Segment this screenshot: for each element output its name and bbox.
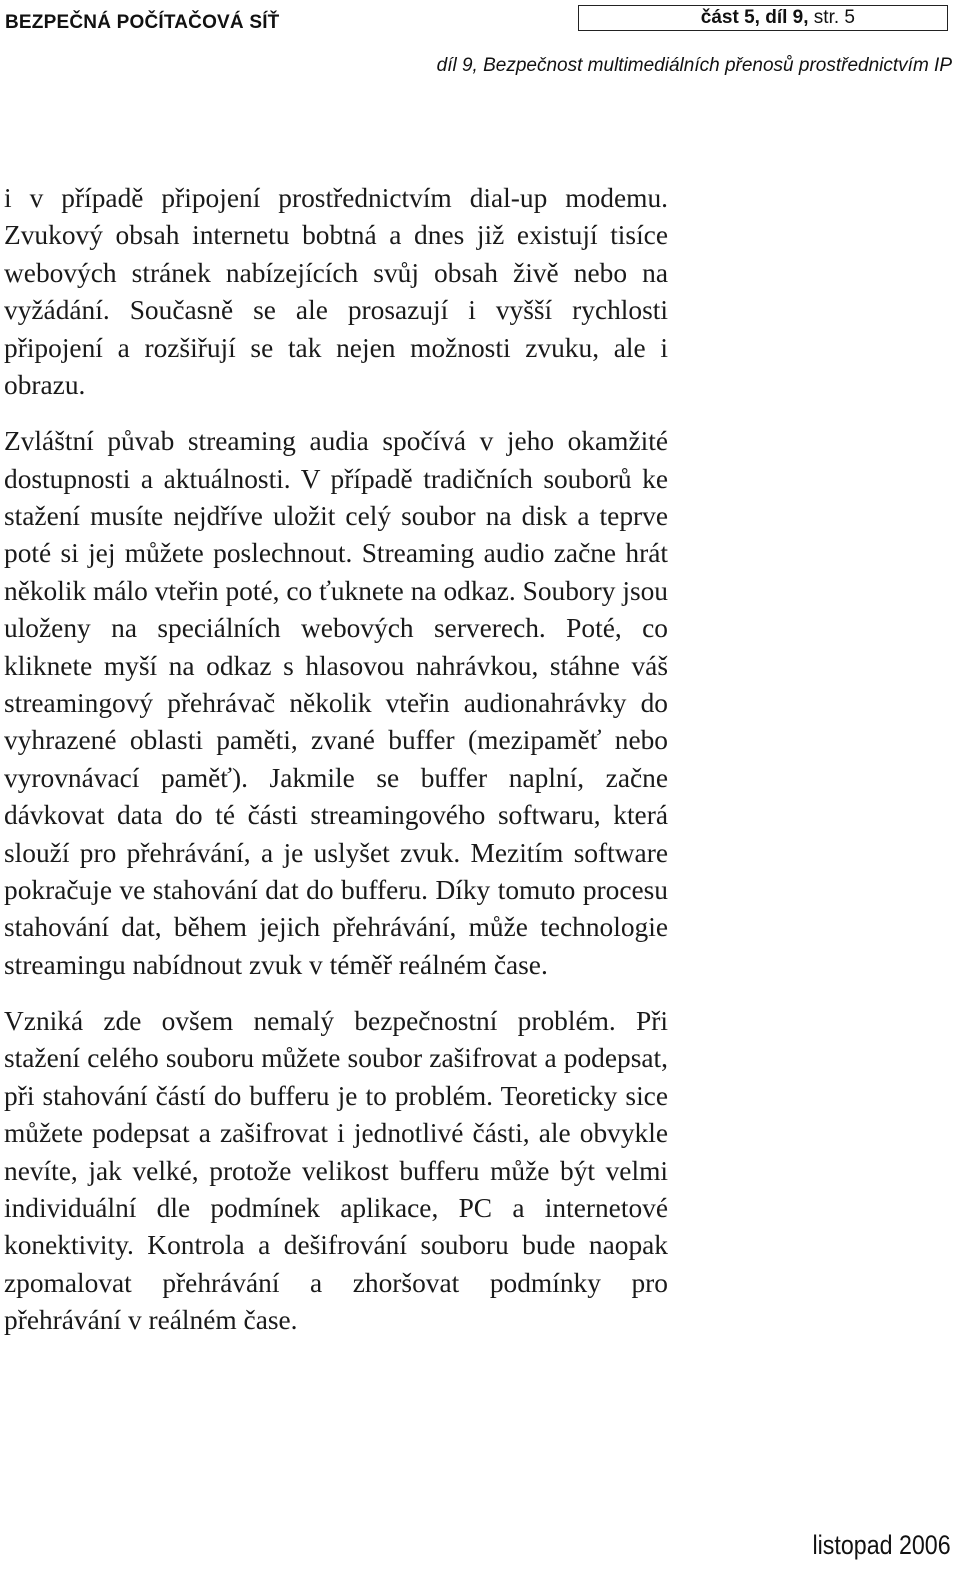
part-label: část 5, díl 9, xyxy=(700,7,809,28)
article-body xyxy=(4,180,668,1340)
issue-date: listopad 2006 xyxy=(812,1530,951,1560)
chapter-title: díl 9, Bezpečnost multimediálních přenosů prostřednictvím IP xyxy=(436,55,952,76)
publication-title: BEZPEČNÁ POČÍTAČOVÁ SÍŤ xyxy=(5,12,280,33)
page-reference-box xyxy=(578,5,948,31)
paragraph: Zvláštní půvab streaming audia spočívá v jeho okamžité dostupnosti a aktuálnosti. V případě tradičních souborů ke stažení musíte nejdříve uložit celý soubor na disk a teprve poté si jej můžete poslechnout. Streaming audio začne hrát několik málo vteřin poté, co ťuknete na odkaz. Soubory jsou uloženy na speciálních webových serverech. Poté, co kliknete myší na odkaz s hlasovou nahrávkou, stáhne váš streamingový přehrávač několik vteřin audionahrávky do vyhrazené oblasti paměti, zvané buffer (mezipaměť nebo vyrovnávací paměť). Jakmile se buffer naplní, začne dávkovat data do té části streamingového softwaru, která slouží pro přehrávání, a je uslyšet zvuk. Mezitím software pokračuje ve stahování dat do bufferu. Díky tomuto procesu stahování dat, během jejich přehrávání, může technologie streamingu nabídnout zvuk v téměř reálném čase. xyxy=(4,426,668,980)
paragraph: i v případě připojení prostřednictvím dial-up modemu. Zvukový obsah internetu bobtná a dnes již existují tisíce webových stránek nabízejících svůj obsah živě nebo na vyžádání. Současně se ale prosazují i vyšší rychlosti připojení a rozšiřují se tak nejen možnosti zvuku, ale i obrazu. xyxy=(4,183,668,401)
page-label: str. 5 xyxy=(808,7,855,28)
paragraph: Vzniká zde ovšem nemalý bezpečnostní problém. Při stažení celého souboru můžete soubor zašifrovat a podepsat, při stahování částí do bufferu je to problém. Teoreticky sice můžete podepsat a zašifrovat i jednotlivé části, ale obvykle nevíte, jak velké, protože velikost bufferu může být velmi individuální dle podmínek aplikace, PC a internetové konektivity. Kontrola a dešifrování souboru bude naopak zpomalovat přehrávání a zhoršovat podmínky pro přehrávání v reálném čase. xyxy=(4,1005,668,1336)
